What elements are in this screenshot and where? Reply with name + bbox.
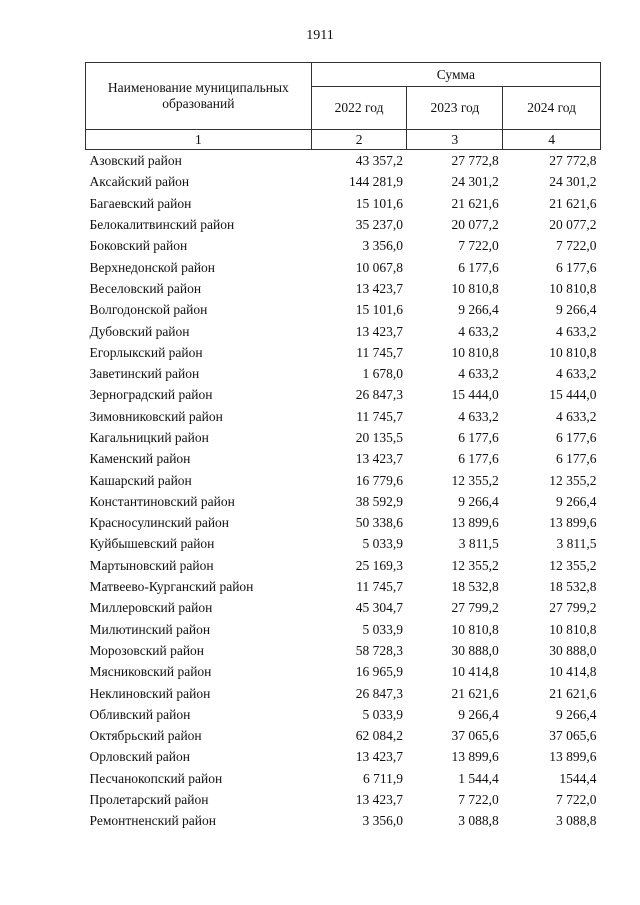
table-row (86, 427, 601, 448)
sum-2024: 15 444,0 (549, 387, 597, 403)
sum-2022: 50 338,6 (355, 515, 403, 531)
sum-2022: 11 745,7 (356, 579, 403, 595)
sum-2023: 6 177,6 (458, 430, 499, 445)
column-number-3: 3 (407, 130, 503, 150)
municipality-name: Веселовский район (89, 280, 202, 296)
sum-2023: 12 355,2 (451, 472, 499, 488)
sum-2023: 30 888,0 (451, 642, 499, 658)
sum-2024: 21 621,6 (549, 685, 597, 701)
sum-2022: 1 678,0 (362, 366, 403, 382)
table-row (86, 469, 601, 490)
sum-2024: 6 177,6 (556, 451, 597, 467)
sum-2024: 3 088,8 (556, 813, 597, 829)
sum-2022: 25 169,3 (355, 557, 403, 573)
municipality-name: Белокалитвинский район (89, 217, 235, 233)
table-row (86, 256, 601, 277)
table-row (86, 171, 601, 192)
sum-2024: 24 301,2 (549, 174, 597, 190)
sum-2022: 5 033,9 (362, 706, 403, 722)
sum-2024: 12 355,2 (549, 472, 597, 488)
sum-2024: 10 810,8 (549, 344, 597, 360)
sum-2023: 6 177,6 (458, 259, 499, 275)
municipality-name: Песчанокопский район (89, 770, 223, 786)
table-row (86, 533, 601, 554)
header-sum-column: Сумма (311, 63, 600, 87)
sum-2023: 9 266,4 (458, 302, 499, 318)
municipality-name: Верхнедонской район (89, 259, 216, 275)
sum-2022: 20 135,5 (355, 430, 403, 445)
table-row (86, 810, 601, 831)
municipality-name: Неклиновский район (89, 685, 211, 701)
sum-2024: 30 888,0 (549, 642, 597, 658)
table-row (86, 682, 601, 703)
sum-2022: 15 101,6 (355, 302, 403, 318)
sum-2022: 16 779,6 (355, 472, 403, 488)
sum-2024: 27 799,2 (549, 600, 597, 616)
table-row (86, 555, 601, 576)
sum-2024: 7 722,0 (556, 792, 597, 808)
municipality-name: Красносулинский район (89, 515, 230, 531)
sum-2024: 9 266,4 (556, 302, 597, 318)
sum-2023: 6 177,6 (458, 451, 499, 467)
municipality-name: Морозовский район (89, 642, 205, 658)
sum-2023: 10 810,8 (451, 344, 499, 360)
municipality-name: Багаевский район (89, 195, 192, 211)
table-row (86, 299, 601, 320)
sum-2023: 37 065,6 (451, 728, 499, 744)
sum-2024: 6 177,6 (556, 259, 597, 275)
sum-2024: 7 722,0 (556, 238, 597, 254)
sum-2024: 12 355,2 (549, 557, 597, 573)
sum-2022: 11 745,7 (356, 344, 403, 360)
table-row (86, 746, 601, 767)
header-year-2023: 2023 год (407, 87, 503, 130)
sum-2024: 37 065,6 (549, 728, 597, 744)
sum-2024: 10 414,8 (549, 664, 597, 680)
municipality-name: Пролетарский район (89, 792, 209, 808)
sum-2023: 13 899,6 (451, 515, 499, 531)
sum-2024: 13 899,6 (549, 515, 597, 531)
municipal-sums-table (85, 62, 601, 832)
sum-2022: 3 356,0 (362, 813, 403, 829)
table-row (86, 789, 601, 810)
table-row (86, 597, 601, 618)
table-row (86, 363, 601, 384)
sum-2022: 5 033,9 (362, 536, 403, 552)
sum-2023: 21 621,6 (451, 685, 499, 701)
sum-2023: 4 633,2 (458, 408, 499, 424)
sum-2023: 15 444,0 (451, 387, 499, 403)
municipality-name: Кашарский район (89, 472, 192, 488)
sum-2023: 18 532,8 (451, 579, 499, 595)
sum-2024: 3 811,5 (556, 536, 597, 552)
table-row (86, 448, 601, 469)
column-number-4: 4 (503, 130, 601, 150)
municipality-name: Егорлыкский район (89, 344, 203, 360)
sum-2022: 5 033,9 (362, 621, 403, 637)
sum-2023: 21 621,6 (451, 195, 499, 211)
column-number-2: 2 (311, 130, 407, 150)
sum-2023: 10 810,8 (451, 280, 499, 296)
table-body (86, 150, 601, 832)
municipality-name: Орловский район (89, 749, 190, 765)
header-year-2022: 2022 год (311, 87, 407, 130)
sum-2022: 62 084,2 (355, 728, 403, 744)
municipality-name: Дубовский район (89, 323, 190, 339)
sum-2024: 9 266,4 (556, 493, 597, 509)
municipality-name: Боковский район (89, 238, 188, 254)
sum-2023: 27 772,8 (451, 153, 499, 169)
table-row (86, 278, 601, 299)
sum-2024: 1544,4 (559, 770, 597, 786)
table-row (86, 725, 601, 746)
table-row (86, 491, 601, 512)
sum-2023: 13 899,6 (451, 749, 499, 765)
table-row (86, 406, 601, 427)
sum-2022: 11 745,7 (356, 408, 403, 424)
sum-2022: 58 728,3 (355, 642, 403, 658)
municipality-name: Зимовниковский район (89, 408, 223, 424)
sum-2024: 4 633,2 (556, 366, 597, 382)
column-number-1: 1 (86, 130, 312, 150)
municipality-name: Октябрьский район (89, 728, 202, 744)
sum-2024: 10 810,8 (549, 280, 597, 296)
sum-2024: 4 633,2 (556, 408, 597, 424)
table-row (86, 384, 601, 405)
municipality-name: Милютинский район (89, 621, 211, 637)
municipality-name: Мясниковский район (89, 664, 212, 680)
table-row (86, 320, 601, 341)
table-row (86, 704, 601, 725)
table-row (86, 640, 601, 661)
sum-2023: 12 355,2 (451, 557, 499, 573)
sum-2023: 9 266,4 (458, 706, 499, 722)
sum-2024: 4 633,2 (556, 323, 597, 339)
sum-2024: 21 621,6 (549, 195, 597, 211)
table-row (86, 512, 601, 533)
sum-2023: 7 722,0 (458, 238, 499, 254)
sum-2023: 27 799,2 (451, 600, 499, 616)
table-row (86, 661, 601, 682)
sum-2022: 45 304,7 (355, 600, 403, 616)
sum-2024: 13 899,6 (549, 749, 597, 765)
header-name-column: Наименование муниципальных образований (86, 63, 312, 130)
sum-2022: 13 423,7 (355, 280, 403, 296)
table-row (86, 619, 601, 640)
sum-2024: 18 532,8 (549, 579, 597, 595)
sum-2022: 15 101,6 (355, 195, 403, 211)
sum-2023: 10 810,8 (451, 621, 499, 637)
table-row (86, 768, 601, 789)
municipality-name: Куйбышевский район (89, 536, 215, 552)
municipality-name: Миллеровский район (89, 600, 213, 616)
sum-2022: 13 423,7 (355, 749, 403, 765)
sum-2022: 26 847,3 (355, 685, 403, 701)
table-row (86, 342, 601, 363)
municipality-name: Азовский район (89, 153, 182, 169)
sum-2024: 6 177,6 (556, 430, 597, 445)
sum-2022: 26 847,3 (355, 387, 403, 403)
municipality-name: Зерноградский район (89, 387, 213, 403)
sum-2024: 10 810,8 (549, 621, 597, 637)
municipality-name: Ремонтненский район (89, 813, 216, 829)
page-number: 1911 (306, 28, 334, 43)
sum-2023: 4 633,2 (458, 366, 499, 382)
sum-2022: 38 592,9 (355, 493, 403, 509)
sum-2023: 3 811,5 (458, 536, 499, 552)
sum-2024: 9 266,4 (556, 706, 597, 722)
sum-2024: 27 772,8 (549, 153, 597, 169)
sum-2023: 4 633,2 (458, 323, 499, 339)
municipality-name: Мартыновский район (89, 557, 214, 573)
table-row (86, 214, 601, 235)
sum-2023: 7 722,0 (458, 792, 499, 808)
sum-2022: 35 237,0 (355, 217, 403, 233)
sum-2023: 20 077,2 (451, 217, 499, 233)
sum-2022: 16 965,9 (355, 664, 403, 680)
sum-2022: 3 356,0 (362, 238, 403, 254)
municipality-name: Заветинский район (89, 366, 200, 382)
sum-2022: 13 423,7 (355, 792, 403, 808)
municipality-name: Волгодонской район (89, 302, 208, 318)
table-row (86, 576, 601, 597)
table-row (86, 235, 601, 256)
sum-2023: 10 414,8 (451, 664, 499, 680)
municipality-name: Кагальницкий район (89, 430, 209, 445)
sum-2023: 3 088,8 (458, 813, 499, 829)
sum-2022: 43 357,2 (355, 153, 403, 169)
sum-2023: 1 544,4 (458, 770, 499, 786)
table-row (86, 193, 601, 214)
municipality-name: Матвеево-Курганский район (89, 579, 254, 595)
header-year-2024: 2024 год (503, 87, 601, 130)
municipality-name: Каменский район (89, 451, 191, 467)
sum-2023: 24 301,2 (451, 174, 499, 190)
municipality-name: Аксайский район (89, 174, 190, 190)
sum-2022: 10 067,8 (355, 259, 403, 275)
sum-2023: 9 266,4 (458, 493, 499, 509)
municipality-name: Константиновский район (89, 493, 235, 509)
sum-2022: 13 423,7 (355, 323, 403, 339)
sum-2022: 144 281,9 (348, 174, 403, 190)
sum-2022: 6 711,9 (362, 770, 403, 786)
table-row (86, 150, 601, 172)
sum-2024: 20 077,2 (549, 217, 597, 233)
sum-2022: 13 423,7 (355, 451, 403, 467)
municipality-name: Обливский район (89, 706, 191, 722)
